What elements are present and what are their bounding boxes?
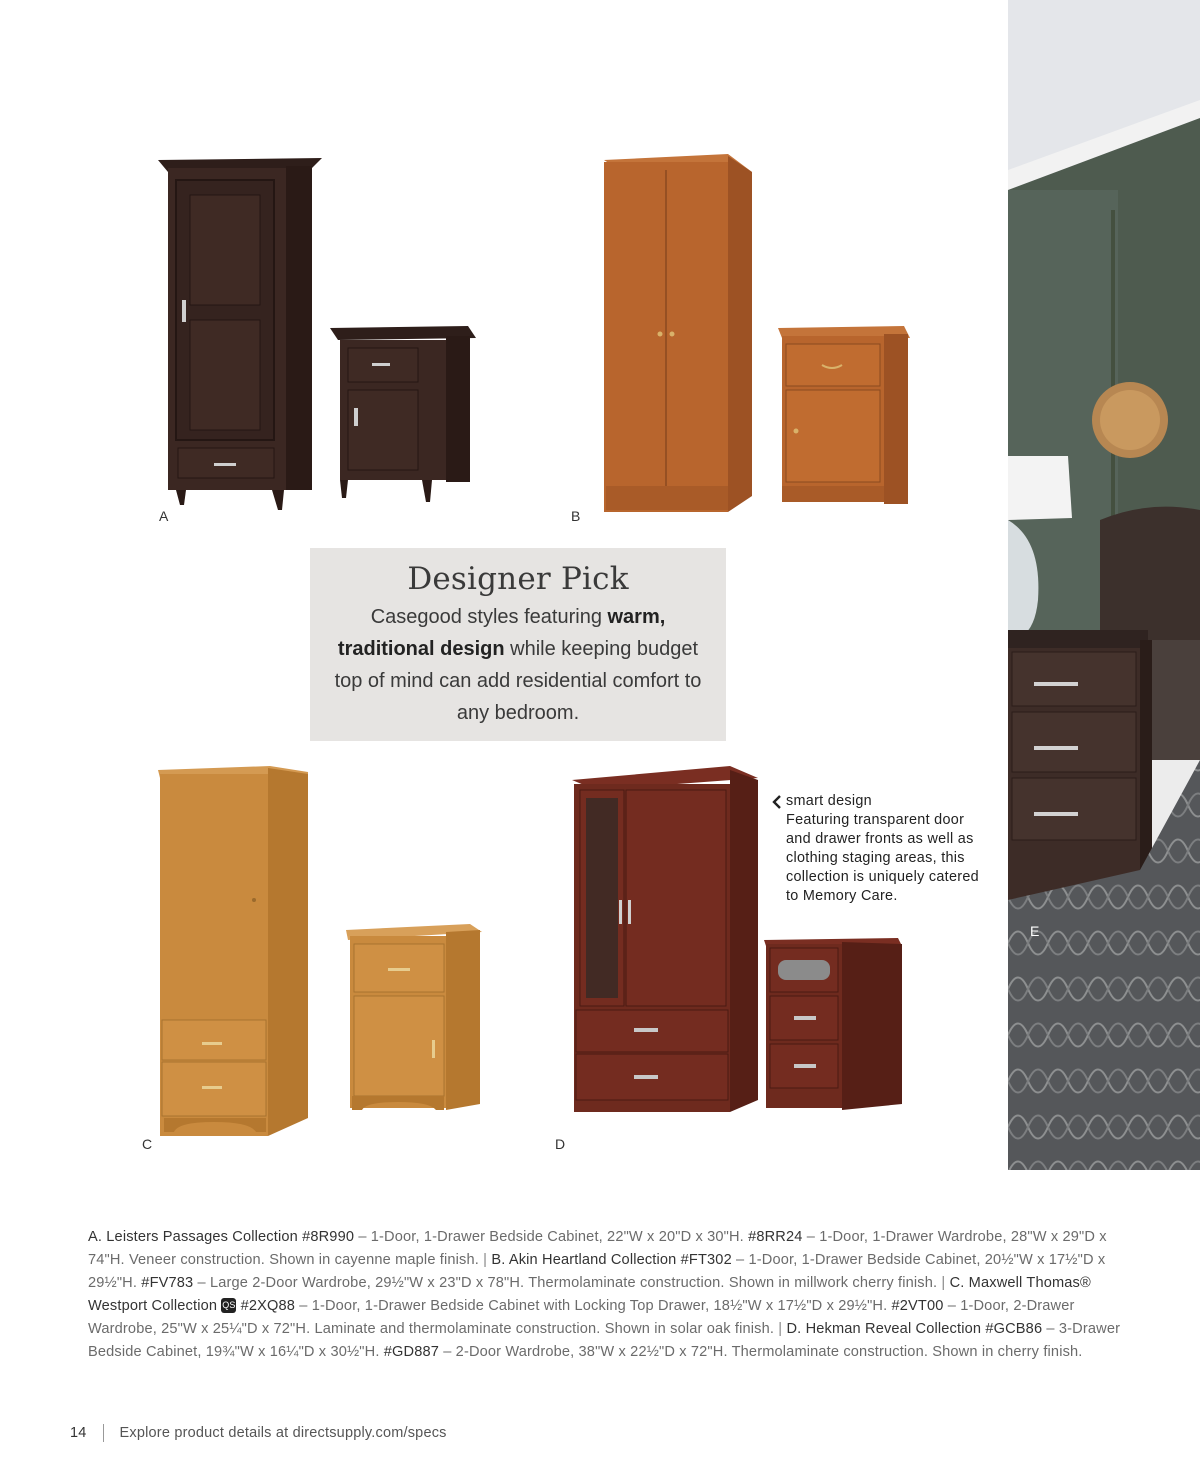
caption-d-text: – 3-Drawer Bedside Cabinet, 19¾"W x 16¼"D x 30½"H. xyxy=(88,1321,1121,1360)
caption-b-text: – 1-Door, 1-Drawer Bedside Cabinet, 20½"W x 17½"D x 29½"H. xyxy=(88,1252,1106,1291)
quick-ship-icon: QS xyxy=(221,1298,236,1313)
designer-pick-body xyxy=(310,601,726,729)
caption-a-text: – 1-Door, 1-Drawer Wardrobe, 28"W x 29"D x 74"H. Veneer construction. Shown in cayenne maple finish. xyxy=(88,1229,1107,1268)
caption-c-text: – 1-Door, 1-Drawer Bedside Cabinet with Locking Top Drawer, 18½"W x 17½"D x 29½"H. xyxy=(295,1298,892,1314)
caption-b-text: – Large 2-Door Wardrobe, 29½"W x 23"D x 78"H. Thermolaminate construction. Shown in millwork cherry finish. xyxy=(193,1275,942,1291)
caption-c-name: C. Maxwell Thomas® Westport Collection xyxy=(88,1275,1091,1314)
designer-pick-text: Casegood styles featuring xyxy=(370,606,608,628)
designer-pick-emphasis: warm, xyxy=(607,606,666,628)
caption-d-name: D. Hekman Reveal Collection #GCB86 xyxy=(786,1321,1043,1337)
label-a: A xyxy=(159,508,169,524)
footer-link-text[interactable]: Explore product details at directsupply.com/specs xyxy=(119,1425,447,1441)
caption-b-sku: #FV783 xyxy=(141,1275,194,1291)
caption-a-name: A. Leisters Passages Collection #8R990 xyxy=(88,1229,355,1245)
smart-design-callout xyxy=(772,792,987,906)
room-photo-e xyxy=(1008,0,1200,1170)
caption-d-sku: #GD887 xyxy=(383,1344,439,1360)
footer-divider xyxy=(103,1424,104,1442)
caption-c-text: – 1-Door, 2-Drawer Wardrobe, 25"W x 25¼"D x 72"H. Laminate and thermolaminate construction. Shown in solar oak finish. xyxy=(88,1298,1075,1337)
page-number: 14 xyxy=(70,1425,87,1441)
designer-pick-box xyxy=(310,548,726,741)
caption-d-text: – 2-Door Wardrobe, 38"W x 22½"D x 72"H. Thermolaminate construction. Shown in cherry finish. xyxy=(439,1344,1083,1360)
product-image-c xyxy=(150,760,500,1140)
product-image-a xyxy=(150,150,490,515)
caption-divider: | xyxy=(778,1321,783,1337)
caption-b-name: B. Akin Heartland Collection #FT302 xyxy=(491,1252,732,1268)
caption-c-sku: #2VT00 xyxy=(891,1298,944,1314)
label-e: E xyxy=(1030,923,1040,939)
label-d: D xyxy=(555,1136,566,1152)
page-footer xyxy=(70,1424,447,1442)
chevron-left-icon xyxy=(772,795,782,809)
caption-a-sku: #8RR24 xyxy=(748,1229,803,1245)
product-image-b xyxy=(596,150,916,520)
designer-pick-text: while keeping budget top of mind can add residential comfort to any bedroom. xyxy=(334,638,702,724)
label-c: C xyxy=(142,1136,153,1152)
caption-divider: | xyxy=(483,1252,488,1268)
callout-text: Featuring transparent door and drawer fronts as well as clothing staging areas, this collection is uniquely catered to Memory Care. xyxy=(786,812,979,904)
label-b: B xyxy=(571,508,581,524)
designer-pick-title: Designer Pick xyxy=(407,561,629,597)
room-scene xyxy=(1008,0,1200,1170)
product-caption xyxy=(88,1226,1128,1364)
caption-a-text: – 1-Door, 1-Drawer Bedside Cabinet, 22"W x 20"D x 30"H. xyxy=(354,1229,749,1245)
caption-c-sku: #2XQ88 xyxy=(240,1298,296,1314)
caption-divider: | xyxy=(941,1275,946,1291)
callout-heading: smart design xyxy=(786,793,872,809)
designer-pick-emphasis: traditional design xyxy=(337,638,505,660)
